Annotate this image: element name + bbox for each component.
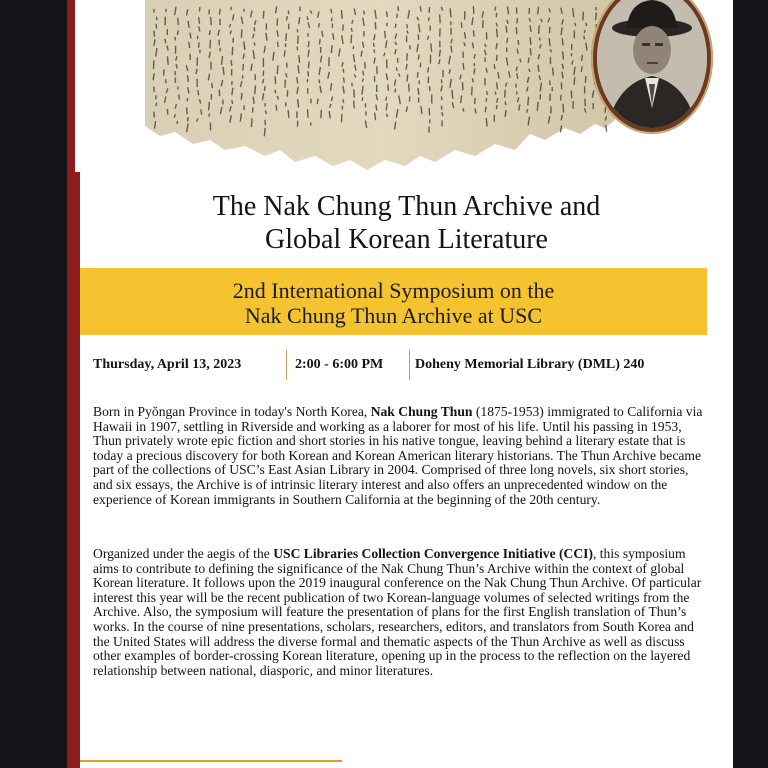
paragraph-bold-text: Nak Chung Thun: [370, 404, 473, 419]
subtitle-band: [80, 268, 707, 335]
event-date: Thursday, April 13, 2023: [93, 357, 242, 372]
event-title: [80, 190, 733, 256]
info-separator: [286, 350, 287, 380]
subtitle-line-1: 2nd International Symposium on the: [232, 278, 555, 303]
paragraph-symposium: [93, 547, 707, 678]
manuscript-image: [75, 0, 635, 172]
symposium-subtitle: [80, 278, 707, 328]
paragraph-text: , this symposium aims to contribute to defining the significance of the Nak Chung Thun’s Archive within the context of global Korean literature. It follows upon the 2019 inaugural conference on the Nak Chung Thun Archive. Of particular interest this year will be the recent publication of two Korean-language volumes of selected writings from the Archive. Also, the symposium will feature the presentation of plans for the first English translation of Thun’s works. In the course of nine presentations, scholars, researchers, editors, and translators from South Korea and the United States will address the diverse formal and thematic aspects of the Thun Archive as well as discuss other examples of border-crossing Korean literature, opening up in the process to the reflection on the layered relationship between national, diasporic, and minor literatures.: [93, 546, 702, 678]
title-line-1: The Nak Chung Thun Archive and: [212, 191, 601, 222]
paragraph-biography: [93, 405, 707, 507]
event-location: Doheny Memorial Library (DML) 240: [415, 357, 645, 372]
paragraph-text: Organized under the aegis of the: [93, 546, 274, 561]
bottom-rule: [80, 760, 342, 762]
paragraph-bold-text: USC Libraries Collection Convergence Initiative (CCI): [273, 546, 593, 561]
portrait-photo: [597, 0, 707, 128]
event-time: 2:00 - 6:00 PM: [295, 357, 384, 372]
title-line-2: Global Korean Literature: [265, 224, 548, 255]
subtitle-line-2: Nak Chung Thun Archive at USC: [244, 303, 543, 328]
paragraph-text: Born in Pyŏngan Province in today's North Korea,: [93, 404, 371, 419]
paragraph-text: (1875-1953) immigrated to California via Hawaii in 1907, settling in Riverside and working as a laborer for most of his life. Until his passing in 1953, Thun privately wrote epic fiction and short stories in his native tongue, leaving behind a literary estate that is today a precious discovery for both Korean and Korean American literary historians. The Thun Archive became part of the collections of USC’s East Asian Library in 2004. Comprised of three long novels, six short stories, and six essays, the Archive is of intrinsic literary interest and also offers an unprecedented window on the experience of Korean immigrants in Southern California at the beginning of the 20th century.: [93, 404, 703, 507]
info-separator: [409, 350, 410, 380]
